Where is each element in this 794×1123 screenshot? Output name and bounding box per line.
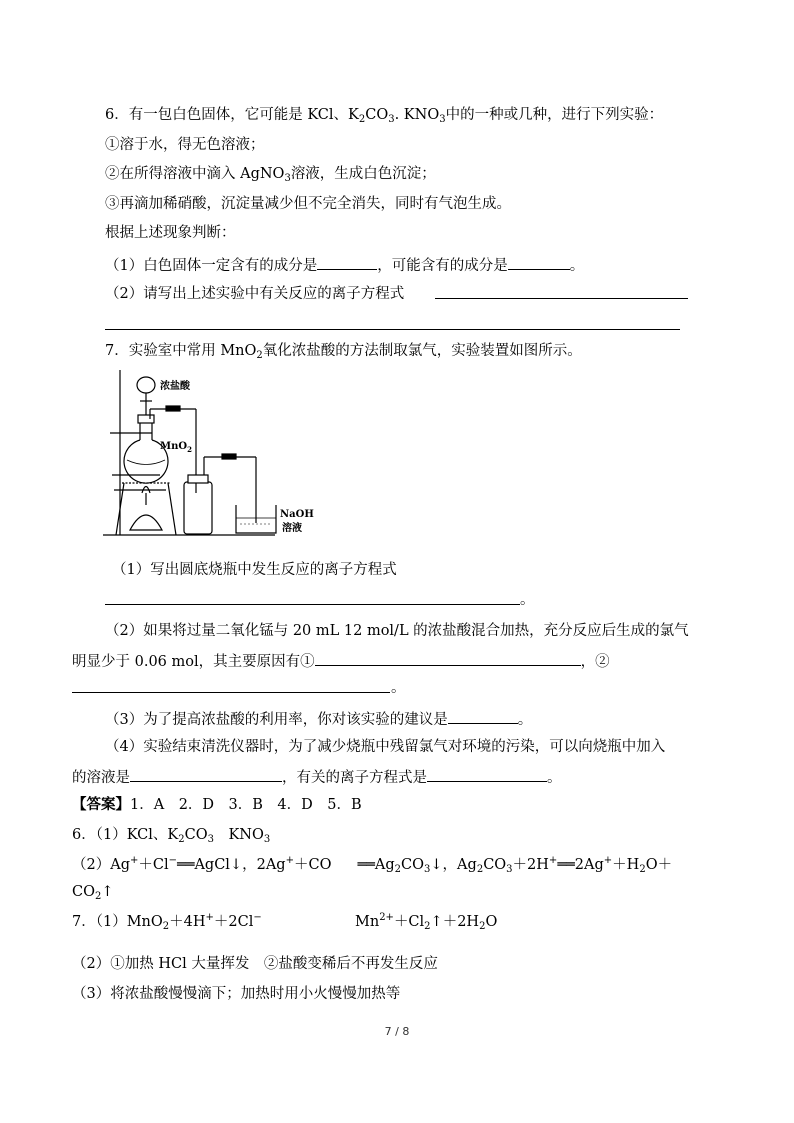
answer-blank[interactable] [130, 766, 282, 782]
answer-mc: 【答案】1．A 2．D 3．B 4．D 5．B [72, 796, 362, 813]
q6-part1: （1）白色固体一定含有的成分是 ，可能含有的成分是 。 [105, 254, 584, 276]
answer-blank[interactable] [448, 708, 518, 724]
q7-part3: （3）为了提高浓盐酸的利用率，你对该实验的建议是 。 [105, 708, 532, 730]
label-solution: 溶液 [282, 523, 302, 534]
answer-line[interactable] [105, 604, 520, 605]
q7-part2-line2: 明显少于 0.06 mol，其主要原因有① ，② [72, 650, 610, 672]
q6-step3: ③再滴加稀硝酸，沉淀量减少但不完全消失，同时有气泡生成。 [105, 196, 511, 212]
alcohol-lamp [130, 515, 162, 530]
answer-blank[interactable] [317, 254, 377, 270]
answer-7-2: （2）①加热 HCl 大量挥发 ②盐酸变稀后不再发生反应 [72, 956, 438, 972]
q6-stem: 6．有一包白色固体，它可能是 KCl、$K_2CO_3$. $KNO_3$中的一种或几种，进行下列实验： [105, 107, 664, 125]
q6-part2: （2）请写出上述实验中有关反应的离子方程式 [105, 286, 405, 302]
answer-6-2-cont: $CO_2↑$ [72, 884, 114, 902]
answer-blank[interactable] [508, 254, 570, 270]
answer-6-2: （2）Ag+＋Cl−══AgCl↓，2Ag+＋CO $══Ag_2CO_3↓$，$Ag_2CO_3+2H^+══2Ag^++H_2O+$ [72, 855, 673, 875]
answer-line[interactable] [105, 329, 680, 330]
q6-step2: ②在所得溶液中滴入 AgNO$_3$溶液，生成白色沉淀； [105, 166, 436, 184]
answer-6-1: 6．（1）KCl、$K_2CO_3$ $KNO_3$ [72, 827, 271, 845]
q7-part2-line1: （2）如果将过量二氧化锰与 20 mL 12 mol/L 的浓盐酸混合加热，充分反应后生成的氯气 [105, 623, 689, 639]
q6-step1: ①溶于水，得无色溶液； [105, 137, 265, 153]
q7-part4-line2: 的溶液是 ，有关的离子方程式是 。 [72, 766, 562, 788]
label-concentrated-hcl: 浓盐酸 [160, 381, 190, 392]
answer-blank[interactable] [315, 650, 581, 666]
q7-stem: 7．实验室中常用 MnO$_2$氧化浓盐酸的方法制取氯气，实验装置如图所示。 [105, 343, 582, 361]
q7-part4-line1: （4）实验结束清洗仪器时，为了减少烧瓶中残留氯气对环境的污染，可以向烧瓶中加入 [105, 739, 666, 755]
answer-7-1: 7．（1）MnO$_2$＋4H+＋2Cl− [72, 912, 262, 932]
q7-part1: （1）写出圆底烧瓶中发生反应的离子方程式 [112, 562, 397, 578]
label-naoh: NaOH [280, 509, 314, 520]
q7-part1-end: 。 [520, 592, 535, 608]
answer-line[interactable] [72, 692, 390, 693]
separatory-funnel [137, 377, 155, 393]
gas-bottle [184, 482, 212, 534]
label-mno2: MnO$_2$ [160, 441, 192, 454]
answer-7-1-products: $Mn^{2+}+Cl_2↑+2H_2O$ [355, 912, 498, 932]
page-number: 7 / 8 [384, 1025, 410, 1038]
answer-line[interactable] [435, 298, 688, 299]
answer-7-3: （3）将浓盐酸慢慢滴下；加热时用小火慢慢加热等 [72, 986, 401, 1002]
q6-judge: 根据上述现象判断： [105, 225, 236, 241]
q7-part2-end: 。 [391, 680, 406, 696]
answer-blank[interactable] [427, 766, 547, 782]
apparatus-diagram [100, 365, 330, 540]
